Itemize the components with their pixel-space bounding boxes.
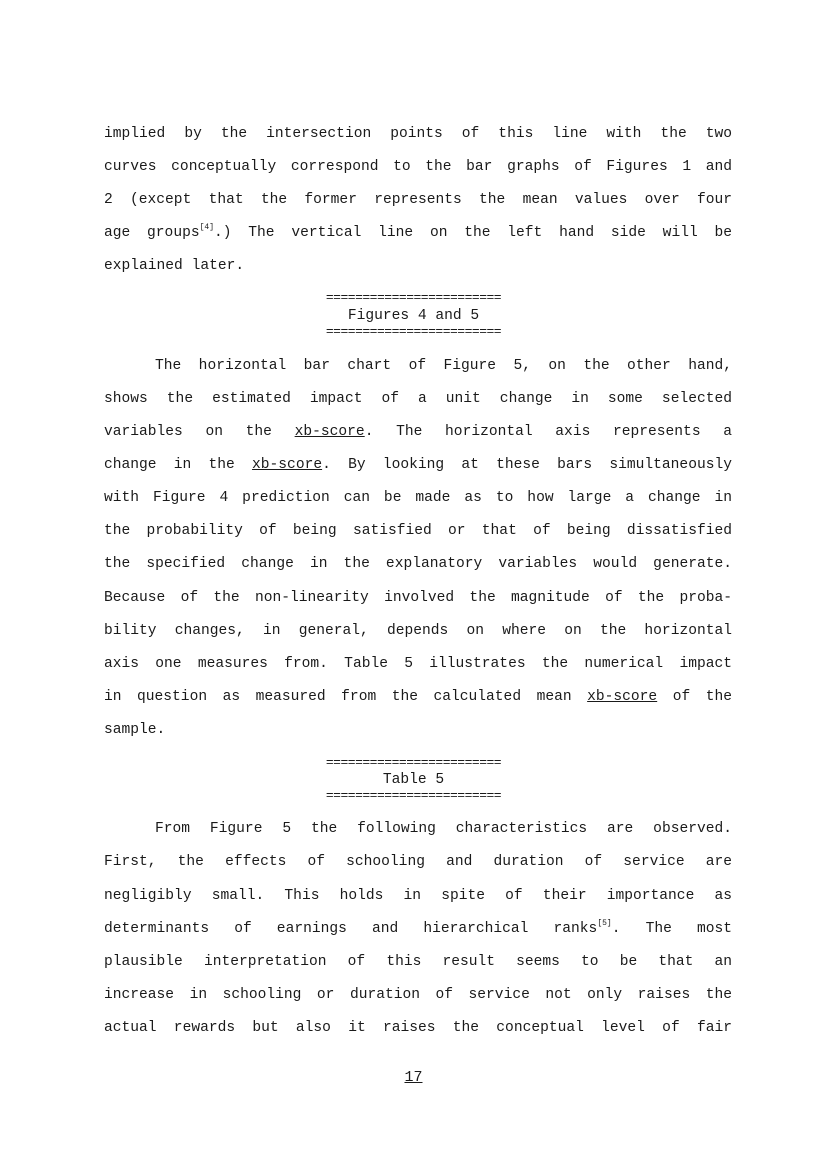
term-xb-score: xb-score [587,689,658,705]
body-line: curves conceptually correspond to the bar graphs of Figures 1 and [104,159,732,175]
body-line: shows the estimated impact of a unit change in some selected [104,391,732,407]
body-line: change in the xb-score. By looking at these bars simultaneously [104,457,732,473]
body-line: variables on the xb-score. The horizontal axis represents a [104,424,732,440]
body-line: negligibly small. This holds in spite of their importance as [104,888,732,904]
footnote-marker: [5] [597,919,612,928]
body-line: bility changes, in general, depends on where on the horizontal [104,623,732,639]
insert-label: Table 5 [382,772,445,788]
body-line: determinants of earnings and hierarchical ranks[5]. The most [104,919,732,937]
body-line: First, the effects of schooling and duration of service are [104,854,732,870]
body-line: The horizontal bar chart of Figure 5, on the other hand, [155,358,732,374]
body-line: plausible interpretation of this result seems to be that an [104,954,732,970]
separator-rule: ======================== [325,788,502,803]
body-line: Because of the non-linearity involved the magnitude of the proba- [104,590,732,606]
footnote-marker: [4] [199,223,214,232]
body-line: with Figure 4 prediction can be made as to how large a change in [104,490,732,506]
body-line: the specified change in the explanatory variables would generate. [104,556,732,572]
body-line: the probability of being satisfied or that of being dissatisfied [104,523,732,539]
body-line: increase in schooling or duration of service not only raises the [104,987,732,1003]
body-line: 2 (except that the former represents the mean values over four [104,192,732,208]
body-line: sample. [104,722,166,738]
insert-label: Figures 4 and 5 [347,308,480,324]
body-line: explained later. [104,258,245,274]
term-xb-score: xb-score [252,457,323,473]
page-number: 17 [404,1069,423,1086]
separator-rule: ======================== [325,290,502,305]
separator-rule: ======================== [325,324,502,339]
body-line: age groups[4].) The vertical line on the left hand side will be [104,223,732,241]
body-line: actual rewards but also it raises the conceptual level of fair [104,1020,732,1036]
body-line: implied by the intersection points of this line with the two [104,126,732,142]
body-line: axis one measures from. Table 5 illustrates the numerical impact [104,656,732,672]
separator-rule: ======================== [325,755,502,770]
body-line: in question as measured from the calculated mean xb-score of the [104,689,732,705]
term-xb-score: xb-score [294,424,365,440]
body-line: From Figure 5 the following characteristics are observed. [155,821,732,837]
